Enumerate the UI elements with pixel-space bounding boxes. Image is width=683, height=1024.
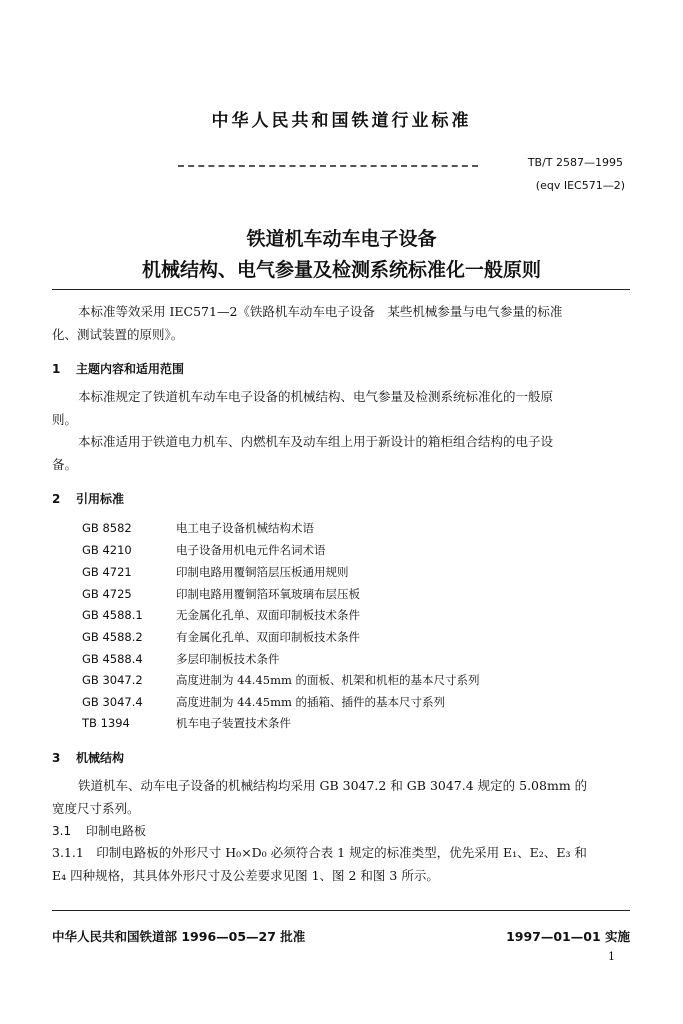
reference-name: 印制电路用覆铜箔环氧玻璃布层压板: [176, 587, 360, 601]
reference-item: [82, 649, 280, 669]
implementation-date: 1997—01—01 实施: [506, 929, 630, 944]
reference-name: 多层印制板技术条件: [176, 652, 280, 666]
reference-item: [82, 605, 360, 625]
reference-code: GB 4588.4: [82, 652, 143, 666]
section-1-p1-line1: 本标准规定了铁道机车动车电子设备的机械结构、电气参量及检测系统标准化的一般原: [78, 389, 554, 404]
reference-name: 电工电子设备机械结构术语: [176, 521, 314, 535]
reference-name: 电子设备用机电元件名词术语: [176, 543, 326, 557]
standard-code: TB/T 2587—1995: [527, 156, 623, 169]
section-number: 2: [52, 492, 61, 506]
reference-item: [82, 540, 326, 560]
page-number: 1: [608, 950, 615, 963]
reference-code: GB 4210: [82, 543, 132, 557]
reference-code: GB 4721: [82, 565, 132, 579]
document-title-line1: 铁道机车动车电子设备: [246, 228, 437, 250]
reference-name: 机车电子装置技术条件: [176, 716, 291, 730]
footer-rule: [52, 910, 630, 911]
intro-line1: 本标准等效采用 IEC571—2《铁路机车动车电子设备 某些机械参量与电气参量的标准: [78, 304, 563, 319]
subsection-number: 3.1: [52, 824, 72, 838]
section-2-heading: [52, 490, 124, 507]
reference-code: GB 4725: [82, 587, 132, 601]
standard-category-title: 中华人民共和国铁道行业标准: [211, 111, 472, 131]
section-3-1-heading: [52, 822, 146, 839]
section-number: 1: [52, 362, 61, 376]
section-1-p1-line2: 则。: [52, 412, 78, 427]
reference-code: GB 8582: [82, 521, 132, 535]
section-3-p1-line1: 铁道机车、动车电子设备的机械结构均采用 GB 3047.2 和 GB 3047.4 规定的 5.08mm 的: [78, 778, 588, 793]
standard-equivalent: (eqv IEC571—2): [535, 179, 625, 192]
approval-statement: 中华人民共和国铁道部 1996—05—27 批准: [52, 929, 306, 944]
section-1-p2-line1: 本标准适用于铁道电力机车、内燃机车及动车组上用于新设计的箱柜组合结构的电子设: [78, 434, 554, 449]
subsection-title: 印制电路板: [86, 824, 147, 838]
section-3-1-1-line1: 3.1.1 印制电路板的外形尺寸 H₀×D₀ 必须符合表 1 规定的标准类型，优先采用 E₁、E₂、E₃ 和: [52, 845, 587, 860]
title-rule: [52, 289, 630, 290]
reference-name: 有金属化孔单、双面印制板技术条件: [176, 630, 360, 644]
header-divider: [178, 165, 478, 167]
reference-name: 高度进制为 44.45mm 的面板、机架和机柜的基本尺寸系列: [176, 673, 480, 687]
document-title-line2: 机械结构、电气参量及检测系统标准化一般原则: [141, 259, 541, 281]
reference-code: GB 4588.2: [82, 630, 143, 644]
reference-name: 高度进制为 44.45mm 的插箱、插件的基本尺寸系列: [176, 695, 446, 709]
reference-code: GB 3047.4: [82, 695, 143, 709]
reference-item: [82, 713, 291, 733]
section-title: 机械结构: [76, 751, 125, 765]
reference-code: GB 4588.1: [82, 608, 143, 622]
section-3-heading: [52, 749, 124, 766]
reference-code: GB 3047.2: [82, 673, 143, 687]
intro-line2: 化、测试装置的原则》。: [52, 327, 184, 342]
reference-item: [82, 692, 445, 712]
section-title: 引用标准: [76, 492, 125, 506]
reference-code: TB 1394: [82, 716, 130, 730]
section-1-heading: [52, 360, 184, 377]
section-title: 主题内容和适用范围: [76, 362, 185, 376]
reference-name: 无金属化孔单、双面印制板技术条件: [176, 608, 360, 622]
reference-item: [82, 627, 360, 647]
reference-item: [82, 518, 314, 538]
reference-item: [82, 670, 480, 690]
section-number: 3: [52, 751, 61, 765]
reference-item: [82, 584, 360, 604]
section-3-p1-line2: 宽度尺寸系列。: [52, 801, 140, 816]
section-1-p2-line2: 备。: [52, 457, 78, 472]
section-3-1-1-line2: E₄ 四种规格，其具体外形尺寸及公差要求见图 1、图 2 和图 3 所示。: [52, 868, 439, 883]
reference-item: [82, 562, 349, 582]
reference-name: 印制电路用覆铜箔层压板通用规则: [176, 565, 349, 579]
